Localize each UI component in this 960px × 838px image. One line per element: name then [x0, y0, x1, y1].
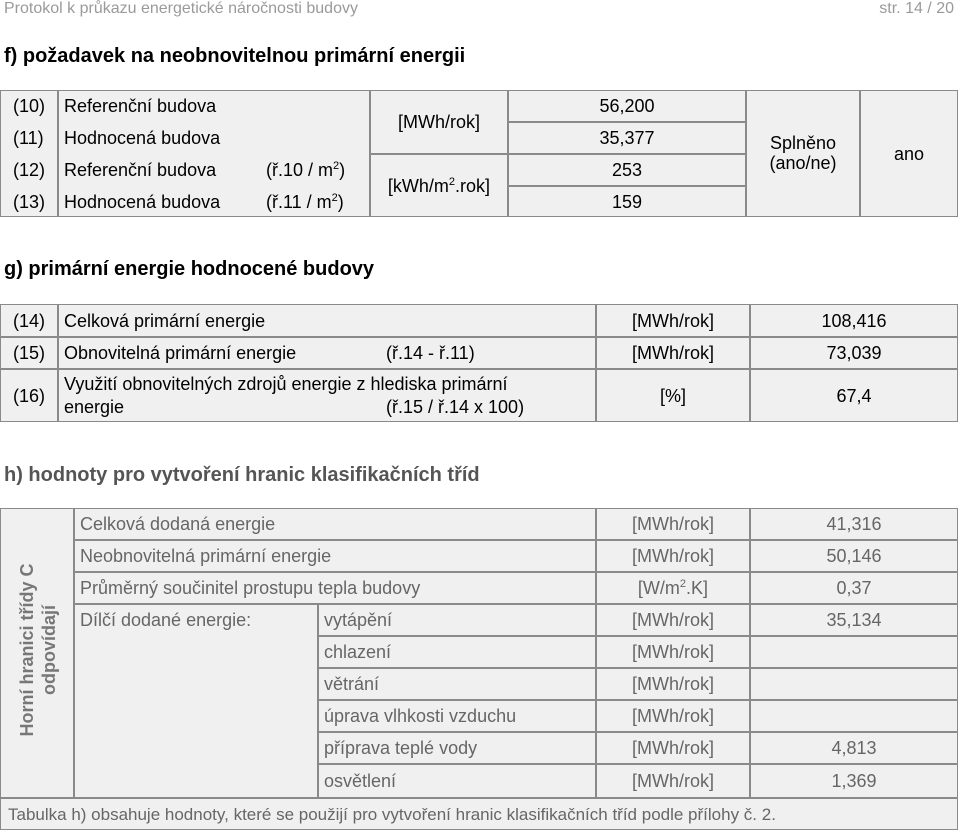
sub-label: větrání [324, 674, 380, 694]
sub-label: chlazení [324, 642, 392, 662]
row-number: (13) [13, 192, 46, 212]
document-title: Protokol k průkazu energetické náročnosti budovy [4, 0, 358, 17]
row-unit: $[W/m^2.K]$ [637, 578, 709, 598]
row-unit: [%] [659, 386, 686, 406]
value-cell [750, 668, 958, 700]
row-number: (16) [13, 386, 46, 406]
page-number: str. 14 / 20 [879, 0, 954, 17]
sub-label: úprava vlhkosti vzduchu [324, 706, 517, 726]
row-value: 253 [611, 160, 643, 180]
fulfilled-label: Splněno [769, 133, 837, 153]
row-value: 73,039 [826, 343, 882, 363]
row-label: Hodnocená budova [64, 128, 221, 148]
row-unit: [MWh/rok] [631, 311, 714, 331]
row-reference: (ř.14 - ř.11) [386, 343, 475, 363]
side-label: Horní hranici třídy C odpovídají [17, 563, 59, 737]
row-number: (14) [13, 311, 46, 331]
row-unit: [MWh/rok] [631, 771, 714, 791]
unit-kwh: $[kWh/m^2.rok]$ [387, 176, 491, 196]
fulfilled-value: ano [893, 144, 925, 164]
row-number: (12) [13, 160, 46, 180]
section-g-heading: g) primární energie hodnocené budovy [4, 258, 375, 280]
row-value: 67,4 [836, 386, 872, 406]
row-unit: [MWh/rok] [631, 546, 714, 566]
row-reference: (ř.10 / $m^2$) [266, 160, 346, 180]
partial-label: Dílčí dodané energie: [80, 610, 252, 630]
unit-mwh: [MWh/rok] [397, 112, 480, 132]
row-value: 108,416 [821, 311, 887, 331]
row-value: 50,146 [826, 546, 882, 566]
row-value: 0,37 [836, 578, 872, 598]
row-unit: [MWh/rok] [631, 610, 714, 630]
row-label: Obnovitelná primární energie [64, 343, 297, 363]
sub-label: vytápění [324, 610, 393, 630]
row-number: (15) [13, 343, 46, 363]
row-label: Celková primární energie [64, 311, 266, 331]
sub-label: osvětlení [324, 771, 397, 791]
row-value: 1,369 [831, 771, 877, 791]
row-unit: [MWh/rok] [631, 343, 714, 363]
row-value: 4,813 [831, 738, 877, 758]
row-value: 35,134 [826, 610, 882, 630]
value-cell [750, 636, 958, 668]
row-label: Referenční budova [64, 96, 217, 116]
row-reference: (ř.15 / ř.14 x 100) [386, 397, 525, 417]
row-label: Průměrný součinitel prostupu tepla budovy [80, 578, 421, 598]
row-value: 159 [611, 192, 643, 212]
row-label: Neobnovitelná primární energie [80, 546, 332, 566]
row-unit: [MWh/rok] [631, 514, 714, 534]
footnote: Tabulka h) obsahuje hodnoty, které se použijí pro vytvoření hranic klasifikačních tříd podle přílohy č. 2. [8, 805, 776, 824]
row-unit: [MWh/rok] [631, 706, 714, 726]
row-label: Referenční budova [64, 160, 217, 180]
row-label: Využití obnovitelných zdrojů energie z hlediska primární [64, 374, 508, 394]
partial-label-cell [74, 604, 318, 798]
section-f-heading: f) požadavek na neobnovitelnou primární energii [4, 45, 466, 67]
row-value: 35,377 [599, 128, 655, 148]
row-label-cont: energie [64, 397, 125, 417]
row-reference: (ř.11 / $m^2$) [266, 192, 344, 212]
section-h-heading: h) hodnoty pro vytvoření hranic klasifikačních tříd [4, 464, 480, 486]
row-label: Hodnocená budova [64, 192, 221, 212]
row-value: 56,200 [599, 96, 655, 116]
value-cell [750, 700, 958, 732]
row-unit: [MWh/rok] [631, 738, 714, 758]
row-unit: [MWh/rok] [631, 674, 714, 694]
row-unit: [MWh/rok] [631, 642, 714, 662]
fulfilled-label-hint: (ano/ne) [769, 153, 837, 173]
row-label: Celková dodaná energie [80, 514, 276, 534]
row-number: (11) [13, 128, 44, 148]
sub-label: příprava teplé vody [324, 738, 478, 758]
row-value: 41,316 [826, 514, 882, 534]
row-number: (10) [13, 96, 46, 116]
